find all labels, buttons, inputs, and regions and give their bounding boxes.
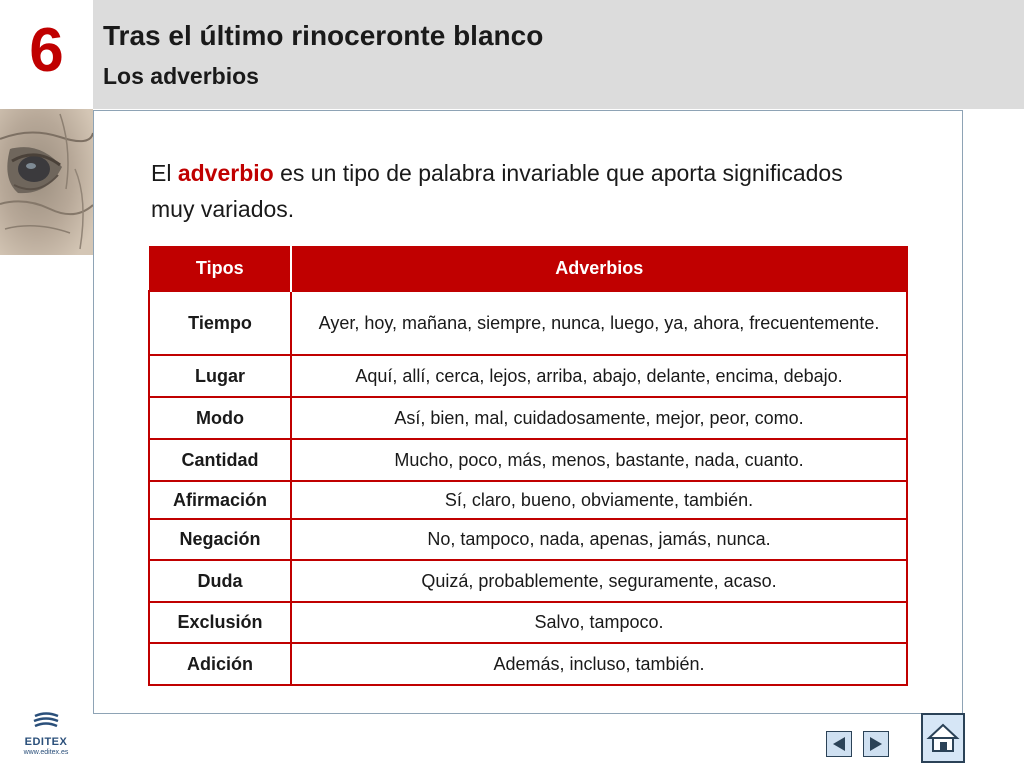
row-adverbios: Sí, claro, bueno, obviamente, también. <box>291 481 907 519</box>
row-tipo: Modo <box>149 397 291 439</box>
editex-logo <box>16 712 76 758</box>
triangle-right-icon <box>867 735 885 753</box>
row-adverbios: Salvo, tampoco. <box>291 602 907 643</box>
row-adverbios: Además, incluso, también. <box>291 643 907 685</box>
table-row <box>149 519 907 560</box>
row-tipo: Duda <box>149 560 291 602</box>
intro-text <box>151 155 851 227</box>
row-adverbios: Así, bien, mal, cuidadosamente, mejor, peor, como. <box>291 397 907 439</box>
header-adverbios: Adverbios <box>291 246 907 291</box>
logo-url: www.editex.es <box>23 749 69 756</box>
page-subtitle: Los adverbios <box>103 63 259 89</box>
header-tipos: Tipos <box>149 246 291 291</box>
logo-name: EDITEX <box>24 736 68 748</box>
intro-highlight: adverbio <box>177 160 274 186</box>
table-row <box>149 643 907 685</box>
row-tipo: Exclusión <box>149 602 291 643</box>
previous-slide-button[interactable] <box>826 731 852 757</box>
home-button[interactable] <box>921 713 965 763</box>
table-row <box>149 560 907 602</box>
row-tipo: Lugar <box>149 355 291 397</box>
table-header-row <box>149 246 907 291</box>
intro-before: El <box>151 160 178 186</box>
table-row <box>149 602 907 643</box>
table-row <box>149 481 907 519</box>
table-row <box>149 355 907 397</box>
row-adverbios: Quizá, probablemente, seguramente, acaso. <box>291 560 907 602</box>
intro-after: es un tipo de palabra invariable que aporta significados muy variados. <box>151 160 843 222</box>
triangle-left-icon <box>830 735 848 753</box>
row-tipo: Negación <box>149 519 291 560</box>
editex-logo-icon <box>31 712 61 730</box>
table-row <box>149 397 907 439</box>
row-tipo: Tiempo <box>149 291 291 355</box>
page-title: Tras el último rinoceronte blanco <box>103 20 544 51</box>
unit-number: 6 <box>29 15 64 85</box>
adverbs-table <box>148 246 908 686</box>
row-adverbios: Ayer, hoy, mañana, siempre, nunca, luego, ya, ahora, frecuentemente. <box>291 291 907 355</box>
unit-badge <box>0 0 93 109</box>
next-slide-button[interactable] <box>863 731 889 757</box>
table-row <box>149 291 907 355</box>
rhino-eye-image <box>0 109 93 255</box>
house-icon <box>926 721 960 755</box>
row-tipo: Adición <box>149 643 291 685</box>
row-adverbios: No, tampoco, nada, apenas, jamás, nunca. <box>291 519 907 560</box>
table-row <box>149 439 907 481</box>
row-tipo: Cantidad <box>149 439 291 481</box>
header-bar <box>93 0 1024 109</box>
row-tipo: Afirmación <box>149 481 291 519</box>
row-adverbios: Mucho, poco, más, menos, bastante, nada, cuanto. <box>291 439 907 481</box>
row-adverbios: Aquí, allí, cerca, lejos, arriba, abajo, delante, encima, debajo. <box>291 355 907 397</box>
